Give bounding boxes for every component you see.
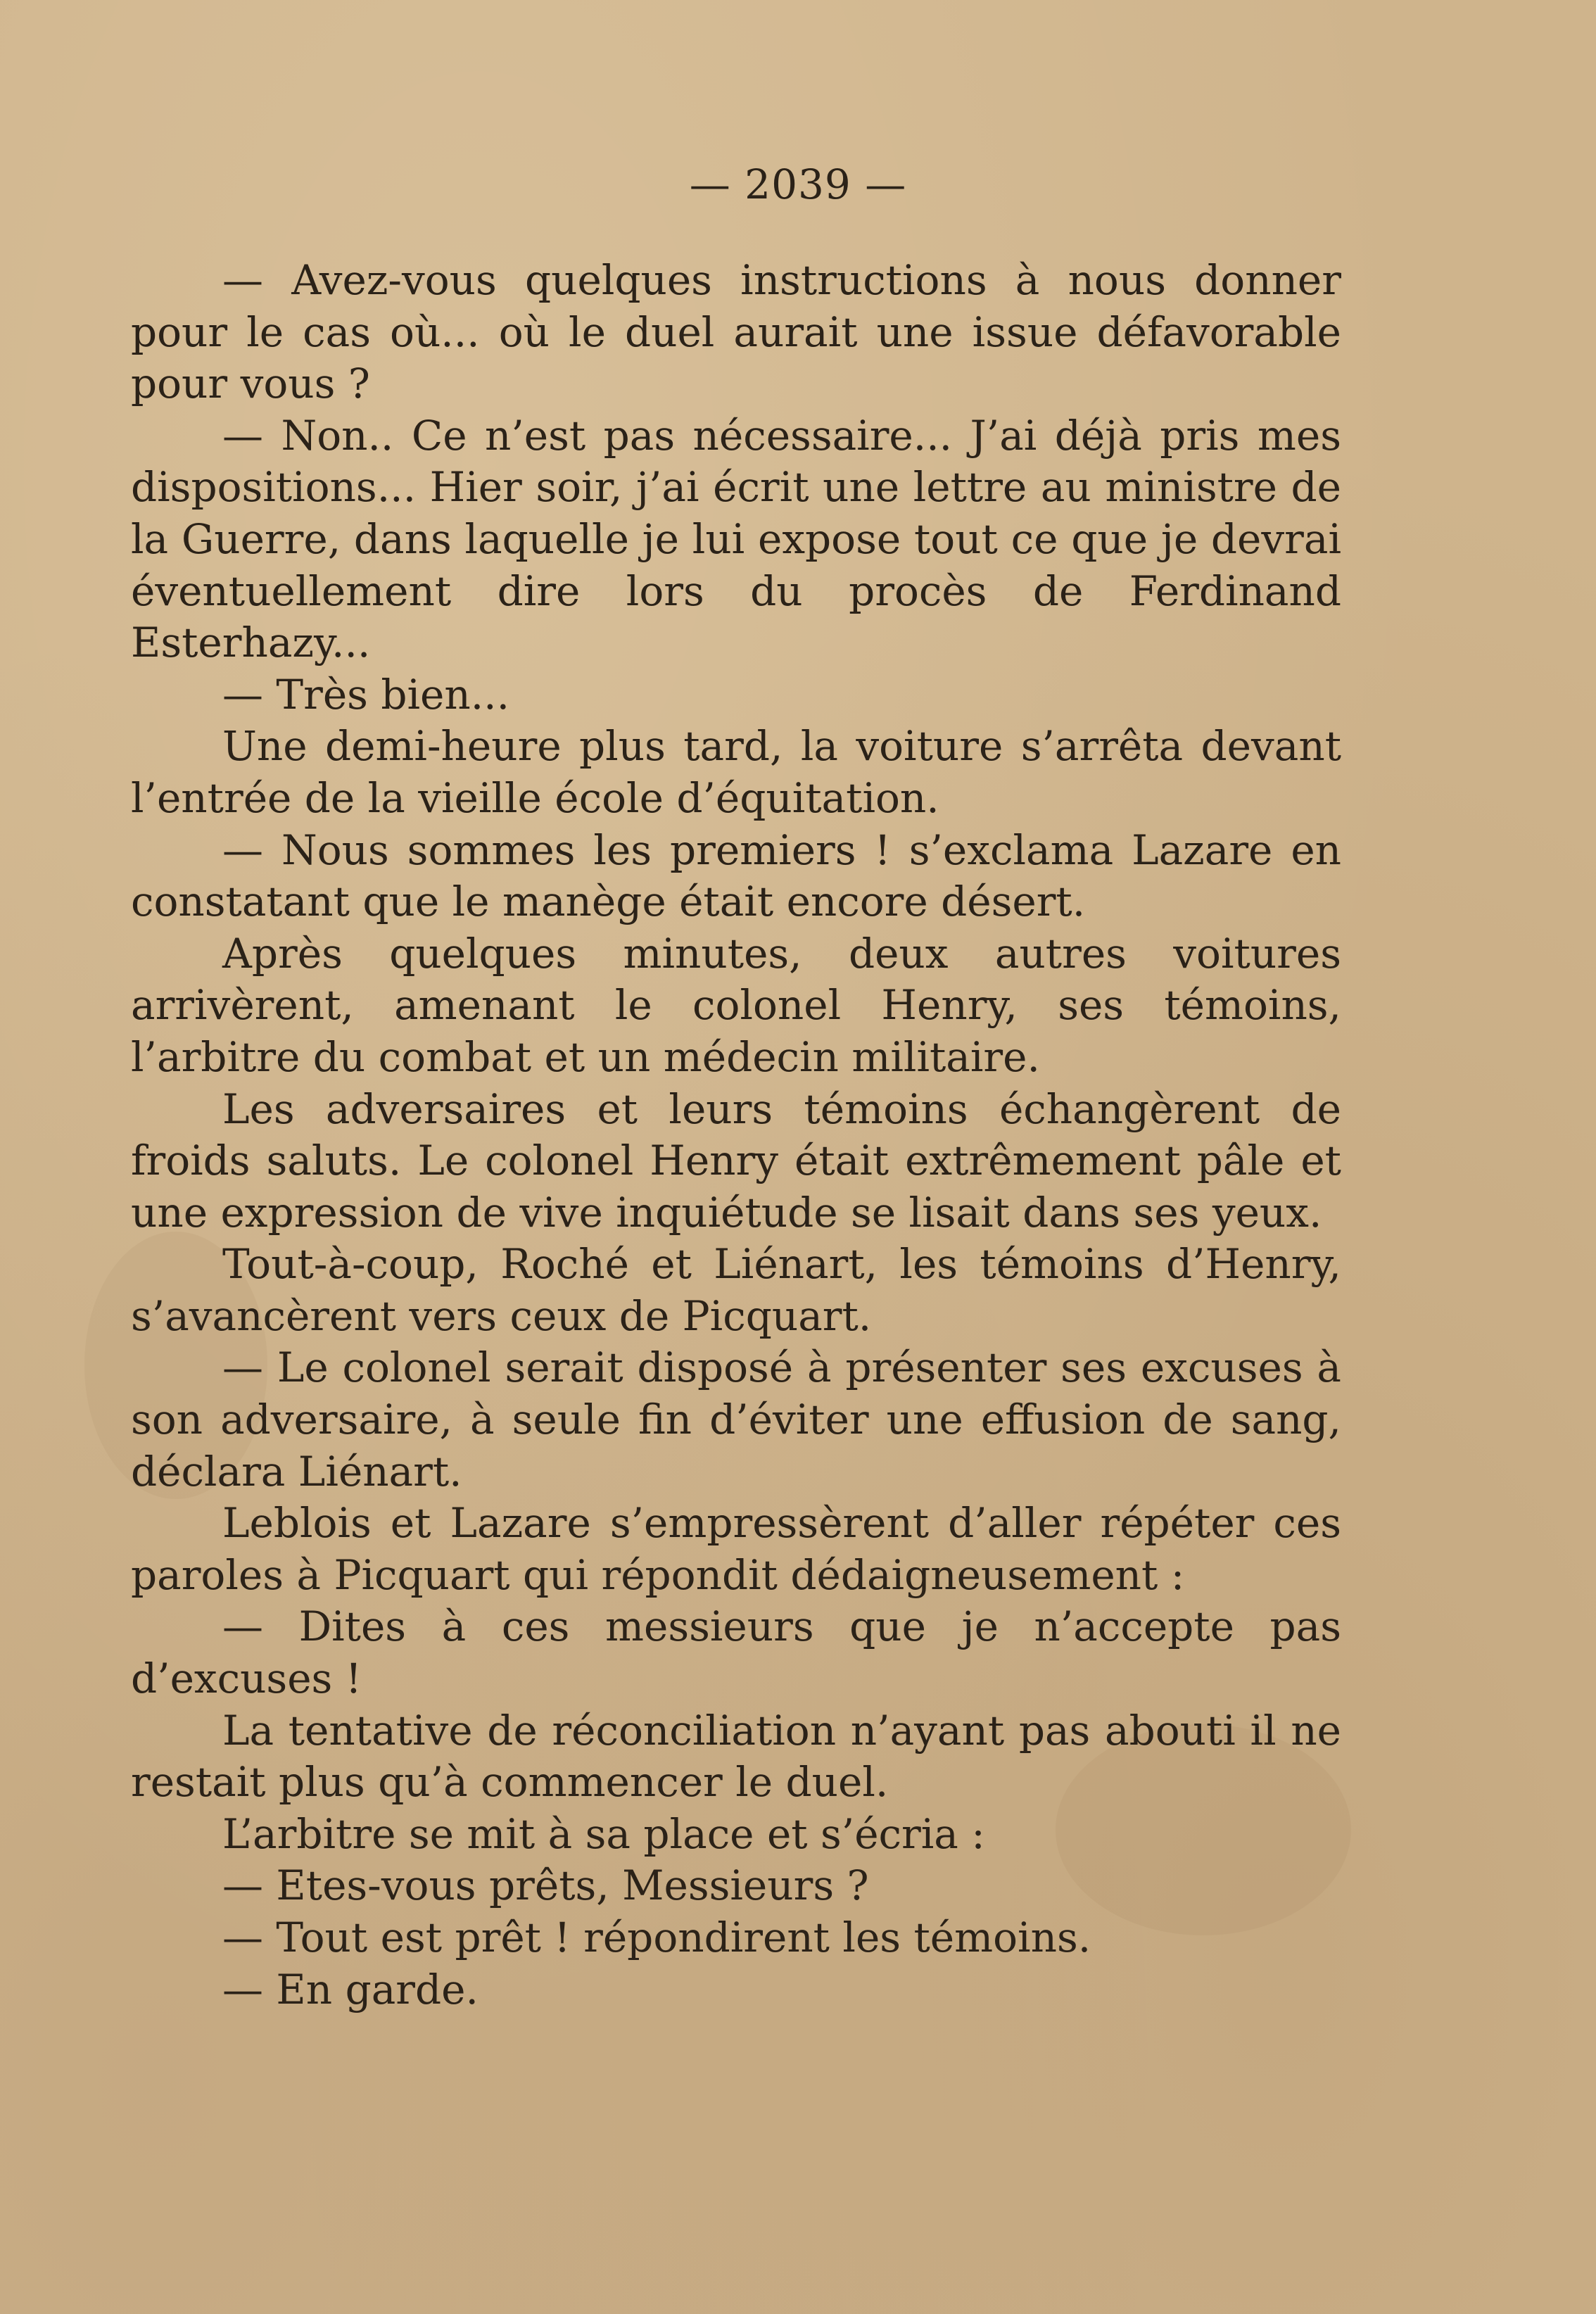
page-number: — 2039 —	[689, 160, 907, 208]
paragraph: — En garde.	[222, 1965, 479, 2013]
paragraph: — Tout est prêt ! répondirent les témoins.	[222, 1914, 1091, 1961]
paragraph: Tout-à-coup, Roché et Liénart, les témoins d’Henry, s’avancèrent vers ceux de Picquart.	[131, 1240, 1341, 1340]
paragraph: — Nous sommes les premiers ! s’exclama Lazare en constatant que le manège était encore désert.	[131, 826, 1341, 926]
paragraph: Une demi-heure plus tard, la voiture s’arrêta devant l’entrée de la vieille école d’équitation.	[131, 722, 1341, 822]
paragraph: — Etes-vous prêts, Messieurs ?	[222, 1861, 869, 1910]
paragraph: Leblois et Lazare s’empressèrent d’aller répéter ces paroles à Picquart qui répondit dédaigneusement :	[131, 1499, 1341, 1599]
paragraph: Après quelques minutes, deux autres voitures arrivèrent, amenant le colonel Henry, ses témoins, l’arbitre du combat et un médecin militaire.	[131, 929, 1341, 1081]
paragraph: L’arbitre se mit à sa place et s’écria :	[222, 1809, 985, 1858]
paragraph: — Le colonel serait disposé à présenter ses excuses à son adversaire, à seule fin d’éviter une effusion de sang, déclara Liénart.	[131, 1343, 1341, 1496]
body-text	[131, 255, 1341, 2016]
paragraph: Les adversaires et leurs témoins échangèrent de froids saluts. Le colonel Henry était extrêmement pâle et une expression de vive inquiétude se lisait dans ses yeux.	[131, 1085, 1341, 1237]
paragraph: — Très bien...	[222, 670, 510, 719]
paragraph: — Dites à ces messieurs que je n’accepte pas d’excuses !	[131, 1602, 1341, 1703]
paragraph: — Avez-vous quelques instructions à nous donner pour le cas où... où le duel aurait une issue défavorable pour vous ?	[131, 256, 1341, 408]
paragraph: La tentative de réconciliation n’ayant pas abouti il ne restait plus qu’à commencer le duel.	[131, 1706, 1341, 1807]
paragraph: — Non.. Ce n’est pas nécessaire... J’ai déjà pris mes dispositions... Hier soir, j’ai écrit une lettre au ministre de la Guerre, dans laquelle je lui expose tout ce que je devrai éventuellement dire lors du procès de Ferdinand Esterhazy...	[131, 411, 1341, 667]
